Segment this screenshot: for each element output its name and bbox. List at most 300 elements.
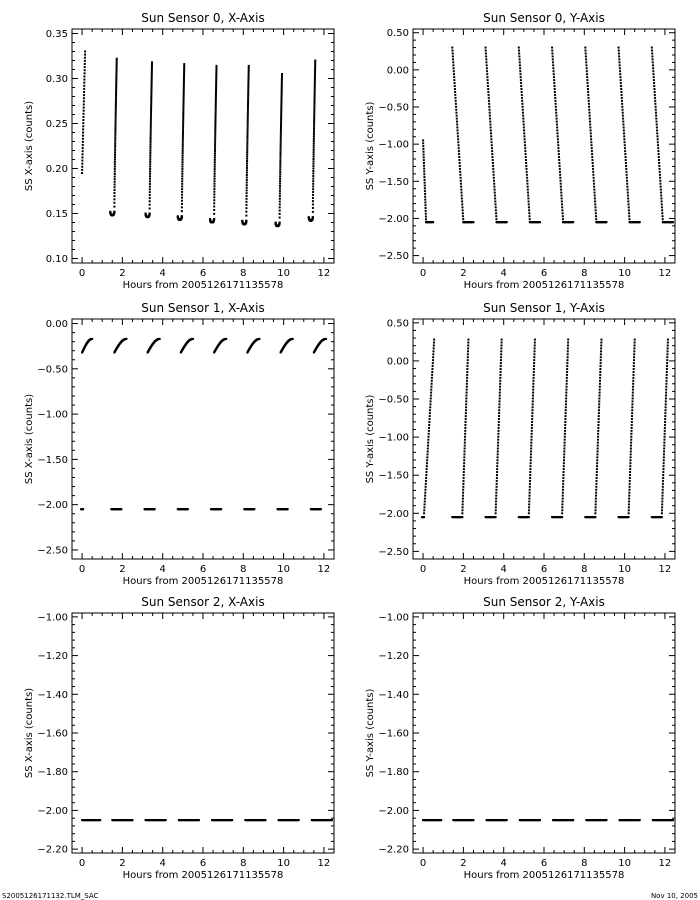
- data-point: [182, 127, 184, 129]
- x-tick-label: 8: [581, 268, 588, 279]
- data-point: [494, 189, 496, 191]
- data-point: [532, 400, 534, 402]
- data-point: [215, 70, 217, 72]
- data-point: [430, 392, 432, 394]
- data-point: [150, 121, 152, 123]
- data-point: [82, 135, 84, 137]
- data-point: [458, 150, 460, 152]
- data-point: [665, 389, 667, 391]
- data-point: [562, 492, 564, 494]
- data-point: [246, 136, 248, 138]
- data-point: [489, 118, 491, 120]
- data-point: [519, 67, 521, 69]
- data-point: [495, 498, 497, 500]
- data-point: [461, 509, 463, 511]
- data-point: [566, 362, 568, 364]
- data-point: [593, 177, 595, 179]
- data-point: [534, 342, 536, 344]
- data-point: [248, 69, 250, 71]
- data-point: [181, 168, 183, 170]
- data-point: [595, 498, 597, 500]
- data-point: [428, 421, 430, 423]
- data-point: [654, 97, 656, 99]
- data-point: [453, 67, 455, 69]
- data-point: [426, 459, 428, 461]
- data-point: [599, 371, 601, 373]
- data-point: [457, 141, 459, 143]
- data-point: [491, 150, 493, 152]
- data-point: [593, 180, 595, 182]
- data-point: [424, 179, 426, 181]
- data-point: [183, 74, 185, 76]
- data-point: [485, 61, 487, 63]
- data-point: [631, 430, 633, 432]
- data-point: [525, 162, 527, 164]
- data-point: [521, 103, 523, 105]
- data-point: [559, 165, 561, 167]
- data-point: [527, 186, 529, 188]
- data-point: [600, 344, 602, 346]
- data-point: [533, 377, 535, 379]
- data-point: [594, 509, 596, 511]
- data-point: [562, 474, 564, 476]
- data-point: [183, 87, 185, 89]
- data-point: [182, 141, 184, 143]
- data-point: [83, 110, 85, 112]
- data-point: [214, 139, 216, 141]
- data-point: [279, 162, 281, 164]
- data-point: [425, 480, 427, 482]
- data-point: [525, 165, 527, 167]
- data-point: [528, 206, 530, 208]
- data-point: [115, 124, 117, 126]
- data-point: [633, 350, 635, 352]
- data-point: [214, 150, 216, 152]
- data-point: [663, 445, 665, 447]
- data-point: [215, 107, 217, 109]
- data-point: [526, 177, 528, 179]
- data-point: [280, 124, 282, 126]
- data-point: [595, 495, 597, 497]
- data-point: [464, 439, 466, 441]
- data-point: [213, 185, 215, 187]
- data-point: [247, 132, 249, 134]
- data-point: [425, 210, 427, 212]
- data-point: [454, 94, 456, 96]
- data-point: [82, 150, 84, 152]
- data-point: [214, 135, 216, 137]
- data-point: [425, 218, 427, 220]
- data-point: [628, 212, 630, 214]
- data-point: [183, 98, 185, 100]
- data-point: [83, 91, 85, 93]
- data-point: [461, 206, 463, 208]
- data-point: [672, 819, 674, 821]
- data-point: [151, 77, 153, 79]
- data-point: [634, 342, 636, 344]
- data-point: [313, 151, 315, 153]
- data-point: [83, 88, 85, 90]
- data-point: [565, 392, 567, 394]
- data-point: [526, 168, 528, 170]
- data-point: [632, 400, 634, 402]
- data-point: [115, 92, 117, 94]
- data-point: [314, 99, 316, 101]
- data-point: [633, 368, 635, 370]
- data-point: [150, 105, 152, 107]
- data-point: [423, 154, 425, 156]
- x-tick-label: 10: [618, 858, 631, 869]
- y-tick-label: 0.50: [386, 318, 409, 330]
- data-point: [532, 392, 534, 394]
- data-point: [280, 141, 282, 143]
- data-point: [461, 200, 463, 202]
- data-point: [633, 356, 635, 358]
- data-point: [215, 98, 217, 100]
- data-point: [150, 96, 152, 98]
- data-point: [524, 138, 526, 140]
- data-point: [183, 79, 185, 81]
- data-point: [246, 162, 248, 164]
- data-point: [246, 201, 248, 203]
- data-point: [597, 439, 599, 441]
- data-point: [149, 188, 151, 190]
- data-point: [247, 122, 249, 124]
- data-point: [655, 112, 657, 114]
- data-point: [572, 221, 574, 223]
- data-point: [424, 495, 426, 497]
- data-point: [182, 139, 184, 141]
- data-point: [280, 151, 282, 153]
- data-point: [561, 503, 563, 505]
- data-point: [214, 170, 216, 172]
- data-point: [182, 143, 184, 145]
- data-point: [467, 342, 469, 344]
- data-point: [314, 91, 316, 93]
- data-point: [495, 503, 497, 505]
- data-point: [655, 118, 657, 120]
- data-point: [281, 87, 283, 89]
- data-point: [497, 456, 499, 458]
- data-point: [281, 98, 283, 100]
- data-point: [533, 368, 535, 370]
- data-point: [213, 191, 215, 193]
- data-point: [214, 131, 216, 133]
- data-point: [314, 72, 316, 74]
- data-point: [466, 383, 468, 385]
- data-point: [628, 209, 630, 211]
- data-point: [491, 144, 493, 146]
- data-point: [632, 380, 634, 382]
- data-point: [657, 147, 659, 149]
- y-tick-label: −1.50: [37, 454, 68, 466]
- data-point: [279, 190, 281, 192]
- data-point: [590, 141, 592, 143]
- data-point: [532, 397, 534, 399]
- data-point: [554, 85, 556, 87]
- data-point: [629, 486, 631, 488]
- data-point: [91, 338, 93, 340]
- data-point: [521, 97, 523, 99]
- data-point: [539, 221, 541, 223]
- data-point: [665, 406, 667, 408]
- data-point: [432, 221, 434, 223]
- x-tick-label: 10: [277, 268, 290, 279]
- data-point: [521, 91, 523, 93]
- data-point: [532, 403, 534, 405]
- data-point: [487, 79, 489, 81]
- plot-frame: [413, 613, 675, 853]
- data-point: [115, 112, 117, 114]
- y-axis-label: SS X-axis (counts): [24, 687, 35, 779]
- data-point: [114, 126, 116, 128]
- data-point: [460, 180, 462, 182]
- data-point: [527, 195, 529, 197]
- data-point: [313, 140, 315, 142]
- data-point: [633, 365, 635, 367]
- data-point: [599, 392, 601, 394]
- data-point: [500, 356, 502, 358]
- data-point: [528, 212, 530, 214]
- data-point: [183, 68, 185, 70]
- data-point: [494, 197, 496, 199]
- data-point: [651, 52, 653, 54]
- footer-filename: S2005126171132.TLM_SAC: [2, 892, 99, 900]
- data-point: [215, 96, 217, 98]
- data-point: [595, 486, 597, 488]
- data-point: [248, 70, 250, 72]
- data-point: [496, 471, 498, 473]
- data-point: [552, 64, 554, 66]
- data-point: [529, 492, 531, 494]
- data-point: [292, 338, 294, 340]
- data-point: [493, 186, 495, 188]
- data-point: [182, 109, 184, 111]
- data-point: [553, 70, 555, 72]
- data-point: [281, 90, 283, 92]
- data-point: [600, 353, 602, 355]
- data-point: [598, 409, 600, 411]
- data-point: [183, 88, 185, 90]
- data-point: [149, 180, 151, 182]
- data-point: [495, 501, 497, 503]
- data-point: [84, 63, 86, 65]
- data-point: [150, 125, 152, 127]
- data-point: [429, 406, 431, 408]
- data-point: [312, 194, 314, 196]
- data-point: [424, 498, 426, 500]
- data-point: [279, 206, 281, 208]
- data-point: [587, 85, 589, 87]
- data-point: [192, 338, 194, 340]
- x-tick-label: 2: [460, 858, 467, 869]
- data-point: [258, 338, 260, 340]
- data-point: [247, 118, 249, 120]
- data-point: [587, 94, 589, 96]
- data-point: [534, 350, 536, 352]
- data-point: [461, 197, 463, 199]
- data-point: [624, 144, 626, 146]
- data-point: [598, 421, 600, 423]
- data-point: [314, 80, 316, 82]
- data-point: [531, 424, 533, 426]
- data-point: [462, 498, 464, 500]
- y-tick-label: −1.40: [378, 689, 409, 701]
- data-point: [425, 207, 427, 209]
- data-point: [115, 76, 117, 78]
- data-point: [522, 106, 524, 108]
- data-point: [499, 383, 501, 385]
- data-point: [659, 180, 661, 182]
- data-point: [313, 115, 315, 117]
- data-point: [567, 344, 569, 346]
- data-point: [248, 65, 250, 67]
- data-point: [213, 196, 215, 198]
- data-point: [247, 128, 249, 130]
- data-point: [215, 109, 217, 111]
- data-point: [597, 448, 599, 450]
- data-point: [113, 202, 115, 204]
- data-point: [656, 129, 658, 131]
- data-point: [500, 371, 502, 373]
- data-point: [496, 483, 498, 485]
- data-point: [559, 171, 561, 173]
- data-point: [600, 359, 602, 361]
- data-point: [312, 216, 314, 218]
- data-point: [247, 104, 249, 106]
- data-point: [182, 105, 184, 107]
- data-point: [506, 819, 508, 821]
- data-point: [626, 183, 628, 185]
- data-point: [280, 109, 282, 111]
- data-point: [149, 145, 151, 147]
- data-point: [280, 127, 282, 129]
- data-point: [279, 209, 281, 211]
- data-point: [114, 128, 116, 130]
- data-point: [149, 154, 151, 156]
- data-point: [599, 383, 601, 385]
- data-point: [598, 406, 600, 408]
- data-point: [116, 70, 118, 72]
- data-point: [624, 150, 626, 152]
- data-point: [531, 421, 533, 423]
- data-point: [181, 175, 183, 177]
- data-point: [496, 468, 498, 470]
- data-point: [631, 406, 633, 408]
- data-point: [496, 474, 498, 476]
- data-point: [216, 65, 218, 67]
- data-point: [619, 67, 621, 69]
- data-point: [561, 209, 563, 211]
- data-point: [661, 512, 663, 514]
- data-point: [462, 506, 464, 508]
- data-point: [496, 459, 498, 461]
- data-point: [530, 462, 532, 464]
- data-point: [490, 129, 492, 131]
- data-point: [627, 197, 629, 199]
- data-point: [572, 819, 574, 821]
- data-point: [247, 116, 249, 118]
- data-point: [618, 52, 620, 54]
- data-point: [662, 483, 664, 485]
- data-point: [653, 82, 655, 84]
- data-point: [557, 141, 559, 143]
- data-point: [498, 412, 500, 414]
- data-point: [499, 377, 501, 379]
- data-point: [661, 200, 663, 202]
- data-point: [494, 192, 496, 194]
- data-point: [114, 156, 116, 158]
- data-point: [562, 480, 564, 482]
- data-point: [593, 183, 595, 185]
- data-point: [149, 175, 151, 177]
- data-point: [149, 156, 151, 158]
- data-point: [662, 474, 664, 476]
- data-point: [630, 456, 632, 458]
- data-point: [465, 403, 467, 405]
- data-point: [215, 88, 217, 90]
- data-point: [150, 103, 152, 105]
- data-point: [279, 169, 281, 171]
- data-point: [499, 374, 501, 376]
- data-point: [595, 489, 597, 491]
- data-point: [556, 129, 558, 131]
- data-point: [215, 79, 217, 81]
- data-point: [149, 213, 151, 215]
- data-point: [214, 141, 216, 143]
- data-points: [80, 338, 327, 510]
- data-point: [496, 477, 498, 479]
- data-point: [532, 395, 534, 397]
- data-point: [565, 395, 567, 397]
- data-point: [498, 427, 500, 429]
- data-point: [182, 148, 184, 150]
- data-point: [564, 433, 566, 435]
- data-point: [631, 421, 633, 423]
- data-point: [490, 135, 492, 137]
- data-point: [619, 61, 621, 63]
- data-point: [622, 124, 624, 126]
- data-point: [654, 103, 656, 105]
- data-point: [564, 436, 566, 438]
- data-point: [424, 199, 426, 201]
- data-point: [99, 819, 101, 821]
- data-point: [115, 106, 117, 108]
- data-point: [281, 76, 283, 78]
- data-point: [279, 158, 281, 160]
- data-point: [596, 465, 598, 467]
- data-point: [660, 197, 662, 199]
- data-point: [466, 380, 468, 382]
- y-tick-label: −1.00: [378, 139, 409, 151]
- data-point: [456, 121, 458, 123]
- data-points: [81, 51, 316, 228]
- data-point: [81, 156, 83, 158]
- y-tick-label: −2.00: [37, 500, 68, 512]
- data-point: [467, 344, 469, 346]
- data-point: [600, 362, 602, 364]
- data-point: [149, 200, 151, 202]
- data-point: [150, 135, 152, 137]
- data-point: [590, 132, 592, 134]
- data-point: [652, 70, 654, 72]
- x-tick-label: 8: [240, 268, 247, 279]
- data-point: [462, 503, 464, 505]
- data-point: [213, 209, 215, 211]
- data-point: [280, 118, 282, 120]
- data-point: [431, 383, 433, 385]
- data-point: [422, 139, 424, 141]
